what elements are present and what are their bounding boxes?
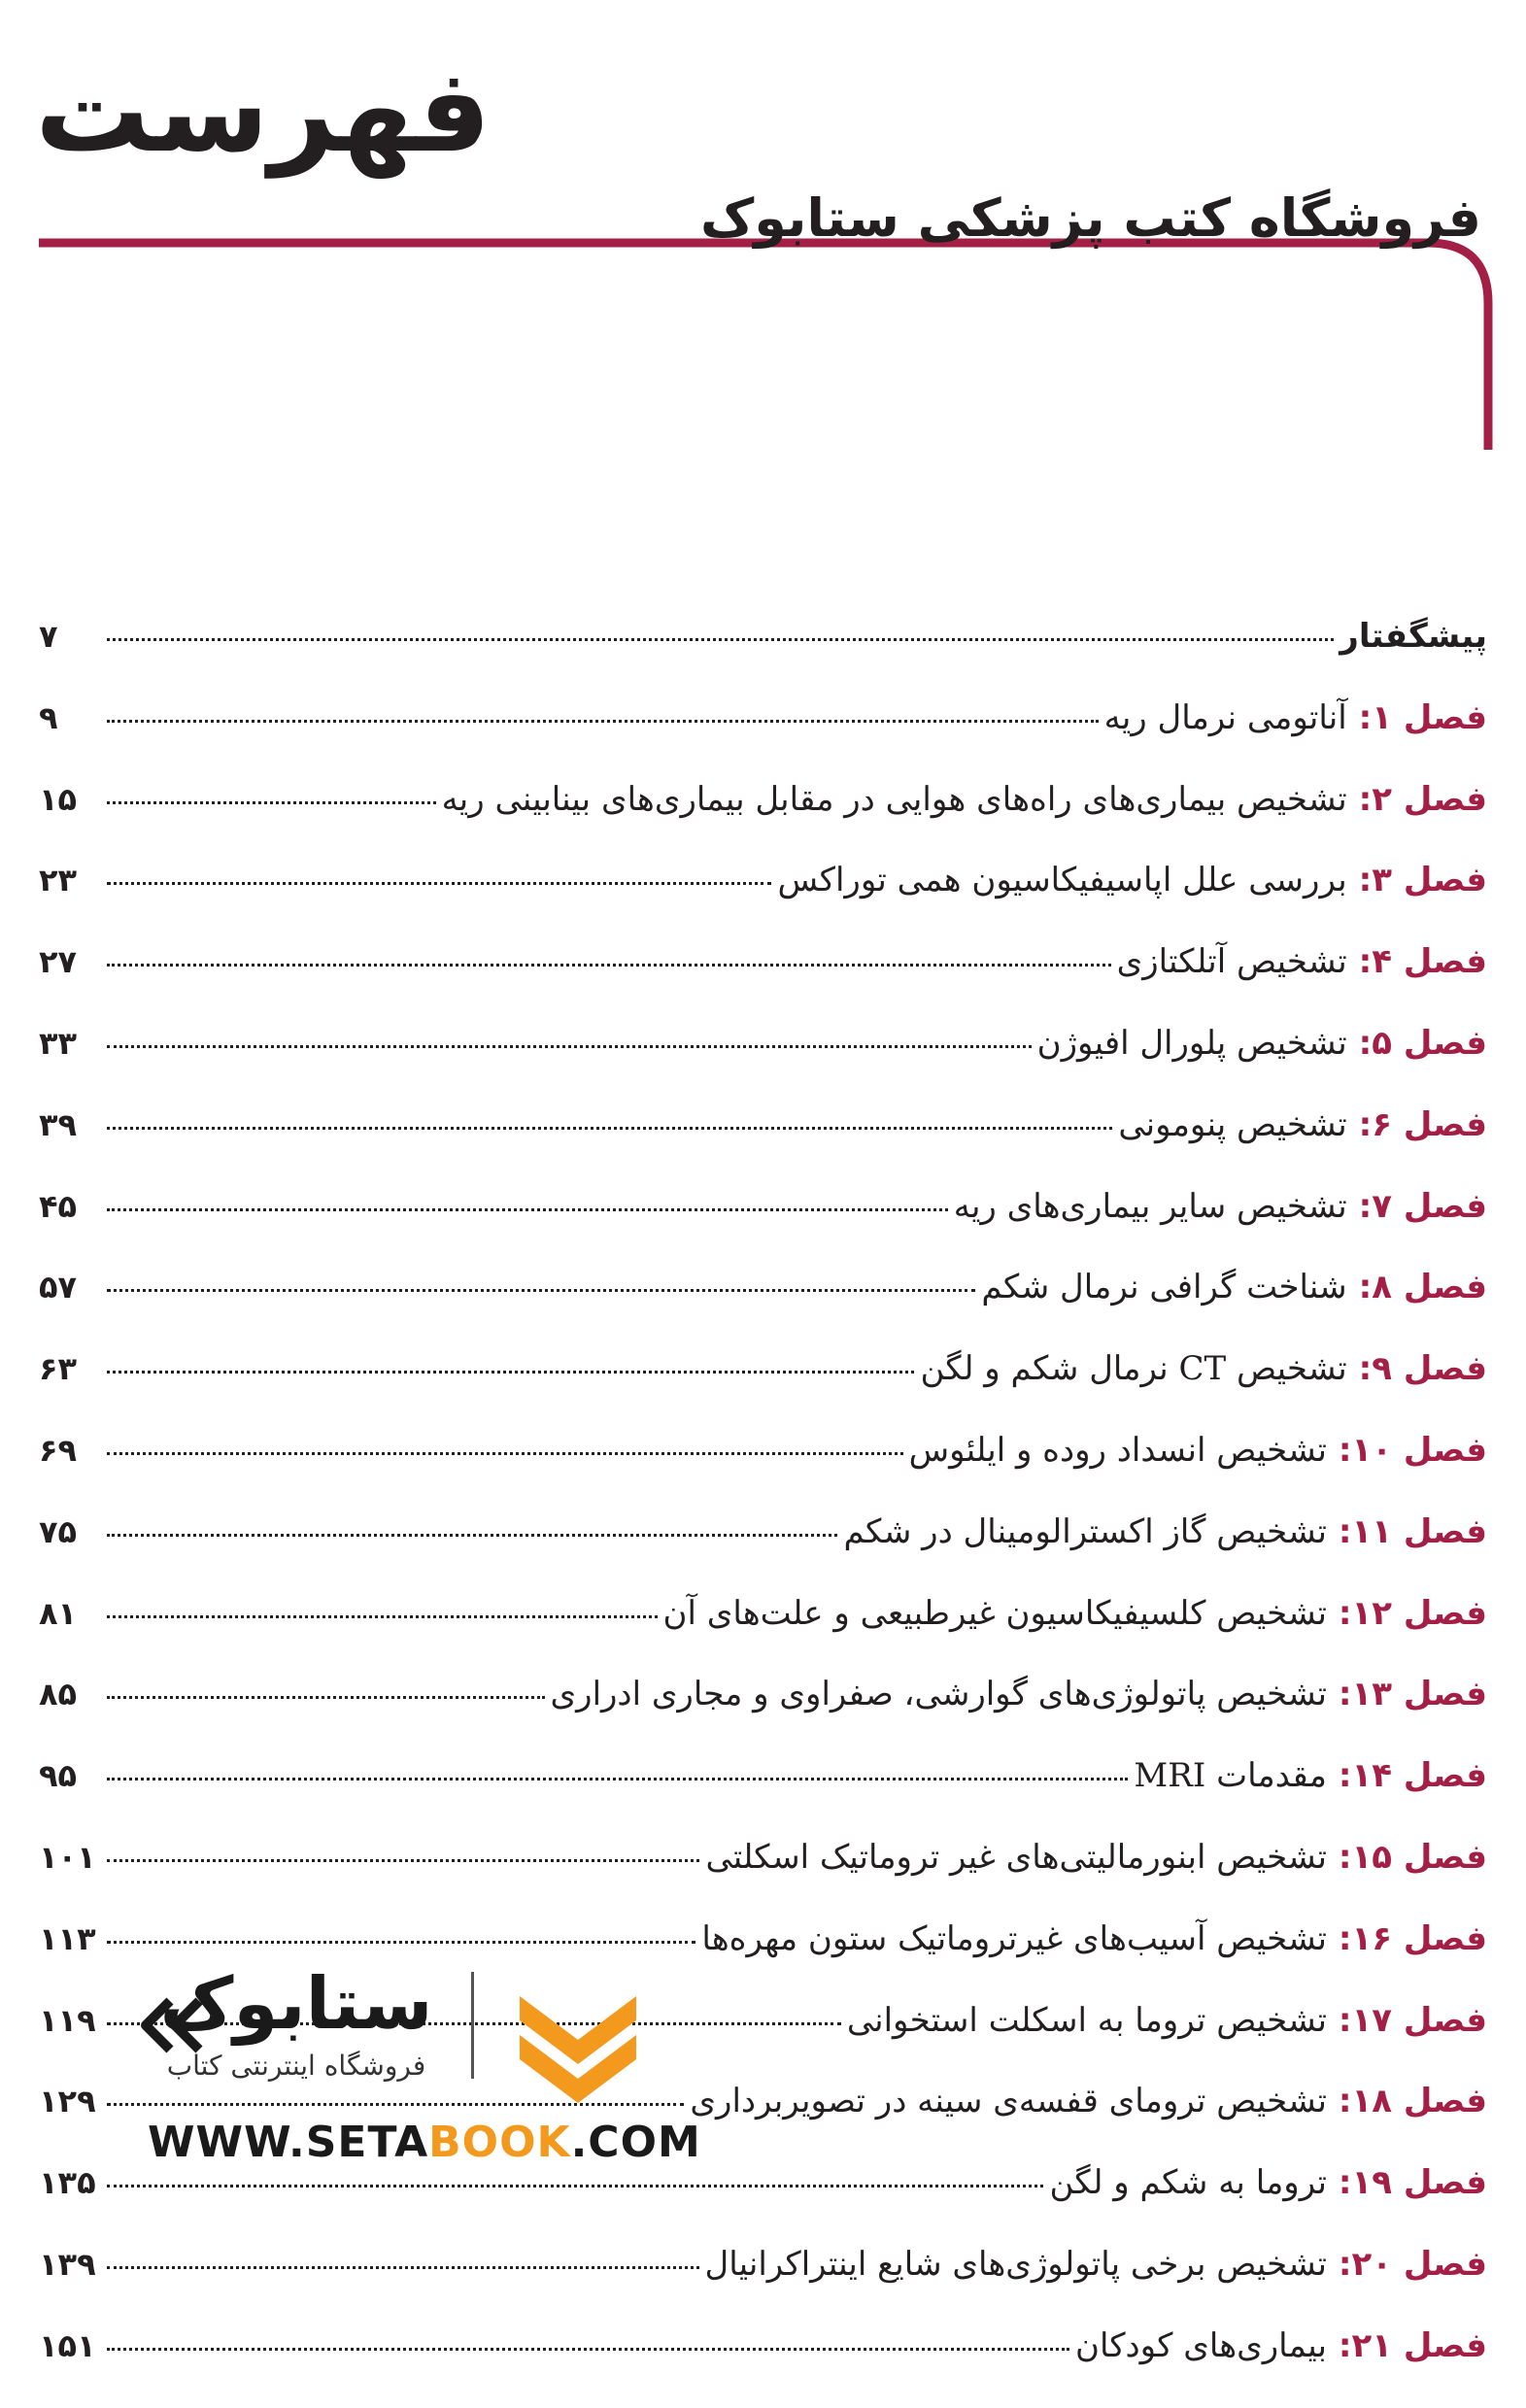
toc-chapter-title: آناتومی نرمال ریه [1103, 697, 1347, 737]
toc-row [39, 1187, 1487, 1269]
toc-page-number: ۶۳ [39, 1350, 78, 1388]
toc-leader-dots [107, 1941, 695, 1944]
toc-chapter-title: تشخیص بیماری‌های راه‌های هوایی در مقابل بیماری‌های بینابینی ریه [441, 779, 1347, 819]
toc-chapter-title: تشخیص پلورال افیوژن [1036, 1023, 1347, 1063]
toc-row [39, 1756, 1487, 1838]
toc-chapter-number: فصل ۱۲: [1338, 1593, 1487, 1633]
toc-page-number: ۱۰۱ [39, 1838, 96, 1876]
toc-leader-dots [107, 1615, 658, 1618]
toc-chapter-number: فصل ۱۶: [1338, 1918, 1487, 1958]
toc-leader-dots [107, 638, 1334, 641]
toc-chapter-title: تشخیص CT نرمال شکم و لگن [920, 1349, 1347, 1389]
toc-row [39, 1594, 1487, 1676]
toc-page-number: ۱۲۹ [39, 2083, 96, 2120]
toc-chapter-title: تشخیص تروما به اسکلت استخوانی [846, 2000, 1327, 2040]
toc-chapter-title: بیماری‌های کودکان [1075, 2325, 1327, 2365]
toc-chapter-number: فصل ۶: [1358, 1104, 1487, 1144]
toc-leader-dots [107, 1371, 914, 1374]
toc-chapter-title: تشخیص گاز اکسترالومینال در شکم [843, 1511, 1327, 1551]
toc-chapter-title: تشخیص پنومونی [1118, 1104, 1347, 1144]
toc-chapter-number: فصل ۱۳: [1338, 1675, 1487, 1714]
toc-chapter-number: فصل ۹: [1358, 1349, 1487, 1389]
toc-page-number: ۱۵۱ [39, 2326, 96, 2364]
toc-page-number: ۱۱۹ [39, 2001, 96, 2039]
toc-leader-dots [107, 1289, 975, 1292]
toc-page-number: ۱۱۳ [39, 1919, 96, 1957]
toc-leader-dots [107, 720, 1099, 723]
toc-chapter-title: مقدمات MRI [1134, 1756, 1327, 1796]
toc-row [39, 861, 1487, 942]
toc-page-number: ۱۳۵ [39, 2164, 96, 2202]
toc-leader-dots [107, 1778, 1128, 1781]
subtitle: فروشگاه کتب پزشکی ستابوک [699, 187, 1481, 249]
toc-page-number: ۶۹ [39, 1431, 78, 1469]
toc-page-number: ۲۷ [39, 943, 78, 981]
logo-tagline: فروشگاه اینترنتی کتاب [166, 2050, 426, 2082]
toc-leader-dots [107, 2348, 1069, 2351]
logo-url: WWW.SETABOOK.COM [148, 2118, 701, 2167]
toc-leader-dots [107, 1452, 903, 1455]
toc-page-number: ۲۳ [39, 862, 78, 899]
toc-row [39, 1105, 1487, 1187]
toc-page-number: ۸۱ [39, 1594, 78, 1632]
toc-row [39, 2245, 1487, 2326]
toc-row [39, 1512, 1487, 1594]
toc-chapter-title: تشخیص آسیب‌های غیرتروماتیک ستون مهره‌ها [701, 1918, 1327, 1958]
toc-page-number: ۸۵ [39, 1676, 78, 1713]
toc-leader-dots [107, 882, 771, 885]
toc-row [39, 1268, 1487, 1349]
toc-page-number: ۵۷ [39, 1269, 78, 1306]
toc-chapter-number: فصل ۱۷: [1338, 2000, 1487, 2040]
toc-chapter-number: فصل ۱۴: [1338, 1756, 1487, 1796]
toc-row [39, 698, 1487, 780]
toc-page-number: ۷ [39, 618, 58, 655]
toc-chapter-title: تشخیص ترومای قفسه‌ی سینه در تصویربرداری [690, 2082, 1327, 2121]
toc-chapter-title: تشخیص انسداد روده و ایلئوس [908, 1430, 1327, 1470]
toc-leader-dots [107, 2185, 1043, 2188]
toc-page-number: ۱۵ [39, 780, 78, 818]
toc-leader-dots [107, 1534, 837, 1537]
toc-page-number: ۹ [39, 698, 58, 736]
toc-chapter-number: فصل ۲۱: [1338, 2325, 1487, 2365]
toc-chapter-number: فصل ۳: [1358, 861, 1487, 900]
toc-row [39, 2326, 1487, 2408]
toc-chapter-title: شناخت گرافی نرمال شکم [981, 1268, 1347, 1307]
toc-chapter-number: فصل ۱۹: [1338, 2163, 1487, 2203]
toc-row [39, 1431, 1487, 1512]
toc-leader-dots [107, 1208, 948, 1211]
toc-chapter-title: تشخیص پاتولوژی‌های گوارشی، صفراوی و مجاری ادراری [550, 1675, 1327, 1714]
toc-row [39, 1675, 1487, 1756]
toc-chapter-title: تشخیص آتلکتازی [1116, 942, 1347, 982]
toc-chapter-number: فصل ۲۰: [1338, 2244, 1487, 2284]
toc-chapter-number: فصل ۱۸: [1338, 2082, 1487, 2121]
toc-chapter-title: بررسی علل اپاسیفیکاسیون همی توراکس [777, 861, 1347, 900]
toc-row [39, 1024, 1487, 1105]
toc-chapter-title: تشخیص ابنورمالیتی‌های غیر تروماتیک اسکلتی [705, 1837, 1327, 1877]
toc-chapter-number: فصل ۱۰: [1338, 1430, 1487, 1470]
toc-preface-title: پیشگفتار [1339, 617, 1487, 656]
toc-leader-dots [107, 1127, 1112, 1130]
toc-page-number: ۷۵ [39, 1512, 78, 1550]
toc-row [39, 942, 1487, 1024]
toc-chapter-title: تشخیص برخی پاتولوژی‌های شایع اینتراکرانیال [704, 2244, 1327, 2284]
toc-chapter-title: تشخیص سایر بیماری‌های ریه [953, 1186, 1347, 1226]
toc-row [39, 617, 1487, 698]
toc-leader-dots [107, 964, 1111, 967]
toc-page-number: ۳۳ [39, 1024, 78, 1062]
logo-divider [471, 1972, 474, 2079]
toc-chapter-number: فصل ۱۱: [1338, 1511, 1487, 1551]
toc-page-number: ۹۵ [39, 1757, 78, 1795]
toc-row [39, 1838, 1487, 1919]
toc-chapter-number: فصل ۱: [1358, 697, 1487, 737]
toc-page-number: ۳۹ [39, 1105, 78, 1143]
logo-brand-text: ستابوک [159, 1962, 433, 2046]
toc-chapter-number: فصل ۲: [1358, 779, 1487, 819]
toc-chapter-title: تروما به شکم و لگن [1049, 2163, 1327, 2203]
toc-chapter-number: فصل ۵: [1358, 1023, 1487, 1063]
toc-page-number: ۴۵ [39, 1187, 78, 1225]
toc-leader-dots [107, 2266, 699, 2269]
toc-chapter-number: فصل ۷: [1358, 1186, 1487, 1226]
toc-leader-dots [107, 1859, 699, 1862]
toc-chapter-number: فصل ۴: [1358, 942, 1487, 982]
toc-leader-dots [107, 1045, 1032, 1048]
toc-chapter-number: فصل ۸: [1358, 1268, 1487, 1307]
toc-chapter-number: فصل ۱۵: [1338, 1837, 1487, 1877]
toc-row [39, 1349, 1487, 1431]
page-title: فهرست [35, 44, 492, 178]
toc-leader-dots [107, 1696, 545, 1699]
toc-page-number: ۱۳۹ [39, 2245, 96, 2283]
toc-row [39, 780, 1487, 862]
toc-chapter-title: تشخیص کلسیفیکاسیون غیرطبیعی و علت‌های آن [662, 1593, 1327, 1633]
toc-leader-dots [107, 801, 436, 804]
